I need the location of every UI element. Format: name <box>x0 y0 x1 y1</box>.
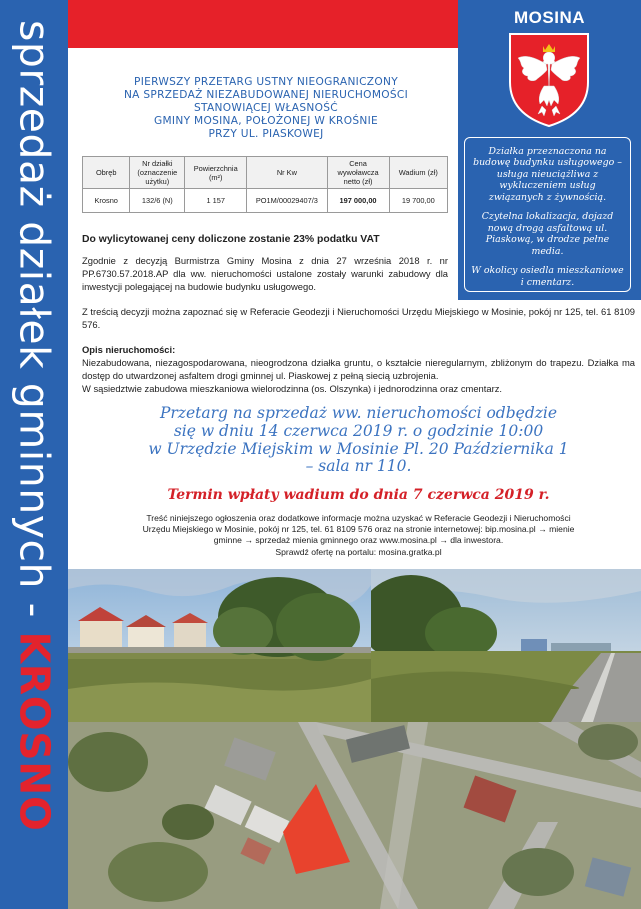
deposit-deadline: Termin wpłaty wadium do dnia 7 czerwca 2019 r. <box>167 487 550 503</box>
auction-announcement <box>82 405 635 476</box>
plot-photo-field <box>371 569 641 722</box>
table-cell: 19 700,00 <box>389 189 447 213</box>
mosina-coat-of-arms <box>504 30 594 128</box>
banner-main-text: sprzedaż działek gminnych <box>10 20 59 590</box>
decision-paragraph: Zgodnie z decyzją Burmistrza Gminy Mosina z dnia 27 września 2018 r. nr PP.6730.57.2018.AP dla ww. nieruchomości ustalone zostały warunki zabudowy dla inwestycji polegającej na budowie budynku usługowego. <box>82 255 448 293</box>
side-panel-paragraph-2: Czytelna lokalizacja, dojazd nową drogą asfaltową ul. Piaskową, w drodze pełne media. <box>481 211 614 257</box>
heading-line-1: PIERWSZY PRZETARG USTNY NIEOGRANICZONY <box>134 76 398 88</box>
side-panel-box <box>464 137 631 292</box>
contact-line-3: gminne → sprzedaż mienia gminnego oraz www.mosina.pl → dla inwestora. <box>213 535 504 546</box>
contact-info <box>82 513 635 558</box>
table-cell-price: 197 000,00 <box>327 189 389 213</box>
banner-title <box>10 20 59 832</box>
referat-paragraph: Z treścią decyzji można zapoznać się w Referacie Geodezji i Nieruchomości Urzędu Miejskiego w Mosinie, pokój nr 125, tel. 61 8109 576. <box>82 306 635 331</box>
crest-title: MOSINA <box>514 8 585 27</box>
table-cell: Krosno <box>83 189 130 213</box>
banner-town: KROSNO <box>10 631 59 832</box>
table-cell: PO1M/00029407/3 <box>247 189 327 213</box>
description-text-2: W sąsiedztwie zabudowa mieszkaniowa wielorodzinna (os. Olszynka) i jednorodzinna oraz cmentarz. <box>82 383 502 395</box>
auction-line-1: Przetarg na sprzedaż ww. nieruchomości odbędzie <box>159 404 558 422</box>
announcement-heading <box>82 76 450 141</box>
contact-line-2: Urzędu Miejskiego w Mosinie, pokój nr 125, tel. 61 8109 576 oraz na stronie internetowej: bip.mosina.pl → mienie <box>142 524 575 535</box>
contact-line-1: Treść niniejszego ogłoszenia oraz dodatkowe informacje można uzyskać w Referacie Geodezji i Nieruchomości <box>146 513 571 523</box>
heading-line-4: GMINY MOSINA, POŁOŻONEJ W KROŚNIE <box>153 114 379 127</box>
contact-line-4: Sprawdź ofertę na portalu: mosina.gratka.pl <box>275 546 442 557</box>
heading-line-5: PRZY UL. PIASKOWEJ <box>208 127 324 140</box>
plot-photo-street <box>68 569 371 722</box>
description-heading: Opis nieruchomości: <box>82 344 176 355</box>
side-panel-paragraph-3: W okolicy osiedla mieszkaniowe i cmentarz. <box>471 265 624 288</box>
table-header: Wadium (zł) <box>389 157 447 189</box>
left-banner <box>0 0 68 909</box>
auction-line-4: – sala nr 110. <box>305 457 412 476</box>
auction-line-2: się w dniu 14 czerwca 2019 r. o godzinie 10:00 <box>173 421 544 440</box>
side-info-panel <box>458 0 641 300</box>
description-text-1: Niezabudowana, niezagospodarowana, nieogrodzona działka gruntu, o kształcie nieregularnym, zbliżonym do trapezu. Działka ma dostęp do utwardzonej asfaltem drogi gminnej ul. Piaskowej z pełną siecią uzbrojenia. <box>82 357 635 382</box>
table-header: Nr Kw <box>247 157 327 189</box>
table-header: Cena wywoławcza netto (zł) <box>327 157 389 189</box>
table-row <box>83 189 448 213</box>
heading-line-2: NA SPRZEDAŻ NIEZABUDOWANEJ NIERUCHOMOŚCI <box>123 88 409 101</box>
vat-note: Do wylicytowanej ceny doliczone zostanie 23% podatku VAT <box>82 234 380 245</box>
table-header: Obręb <box>83 157 130 189</box>
aerial-map <box>68 722 641 909</box>
description-paragraph <box>82 356 635 395</box>
auction-line-3: w Urzędzie Miejskim w Mosinie Pl. 20 Października 1 <box>148 439 569 458</box>
property-table <box>82 156 448 213</box>
banner-dash: - <box>10 589 59 632</box>
table-cell: 132/6 (N) <box>130 189 185 213</box>
table-header: Powierzchnia (m²) <box>185 157 247 189</box>
table-header: Nr działki (oznaczenie użytku) <box>130 157 185 189</box>
table-header-row <box>83 157 448 189</box>
side-panel-paragraph-1: Działka przeznaczona na budowę budynku usługowego – usługa nieuciążliwa z wykluczeniem usług związanych z żywnością. <box>473 146 622 203</box>
table-cell: 1 157 <box>185 189 247 213</box>
heading-line-3: STANOWIĄCEJ WŁASNOŚĆ <box>194 101 338 114</box>
